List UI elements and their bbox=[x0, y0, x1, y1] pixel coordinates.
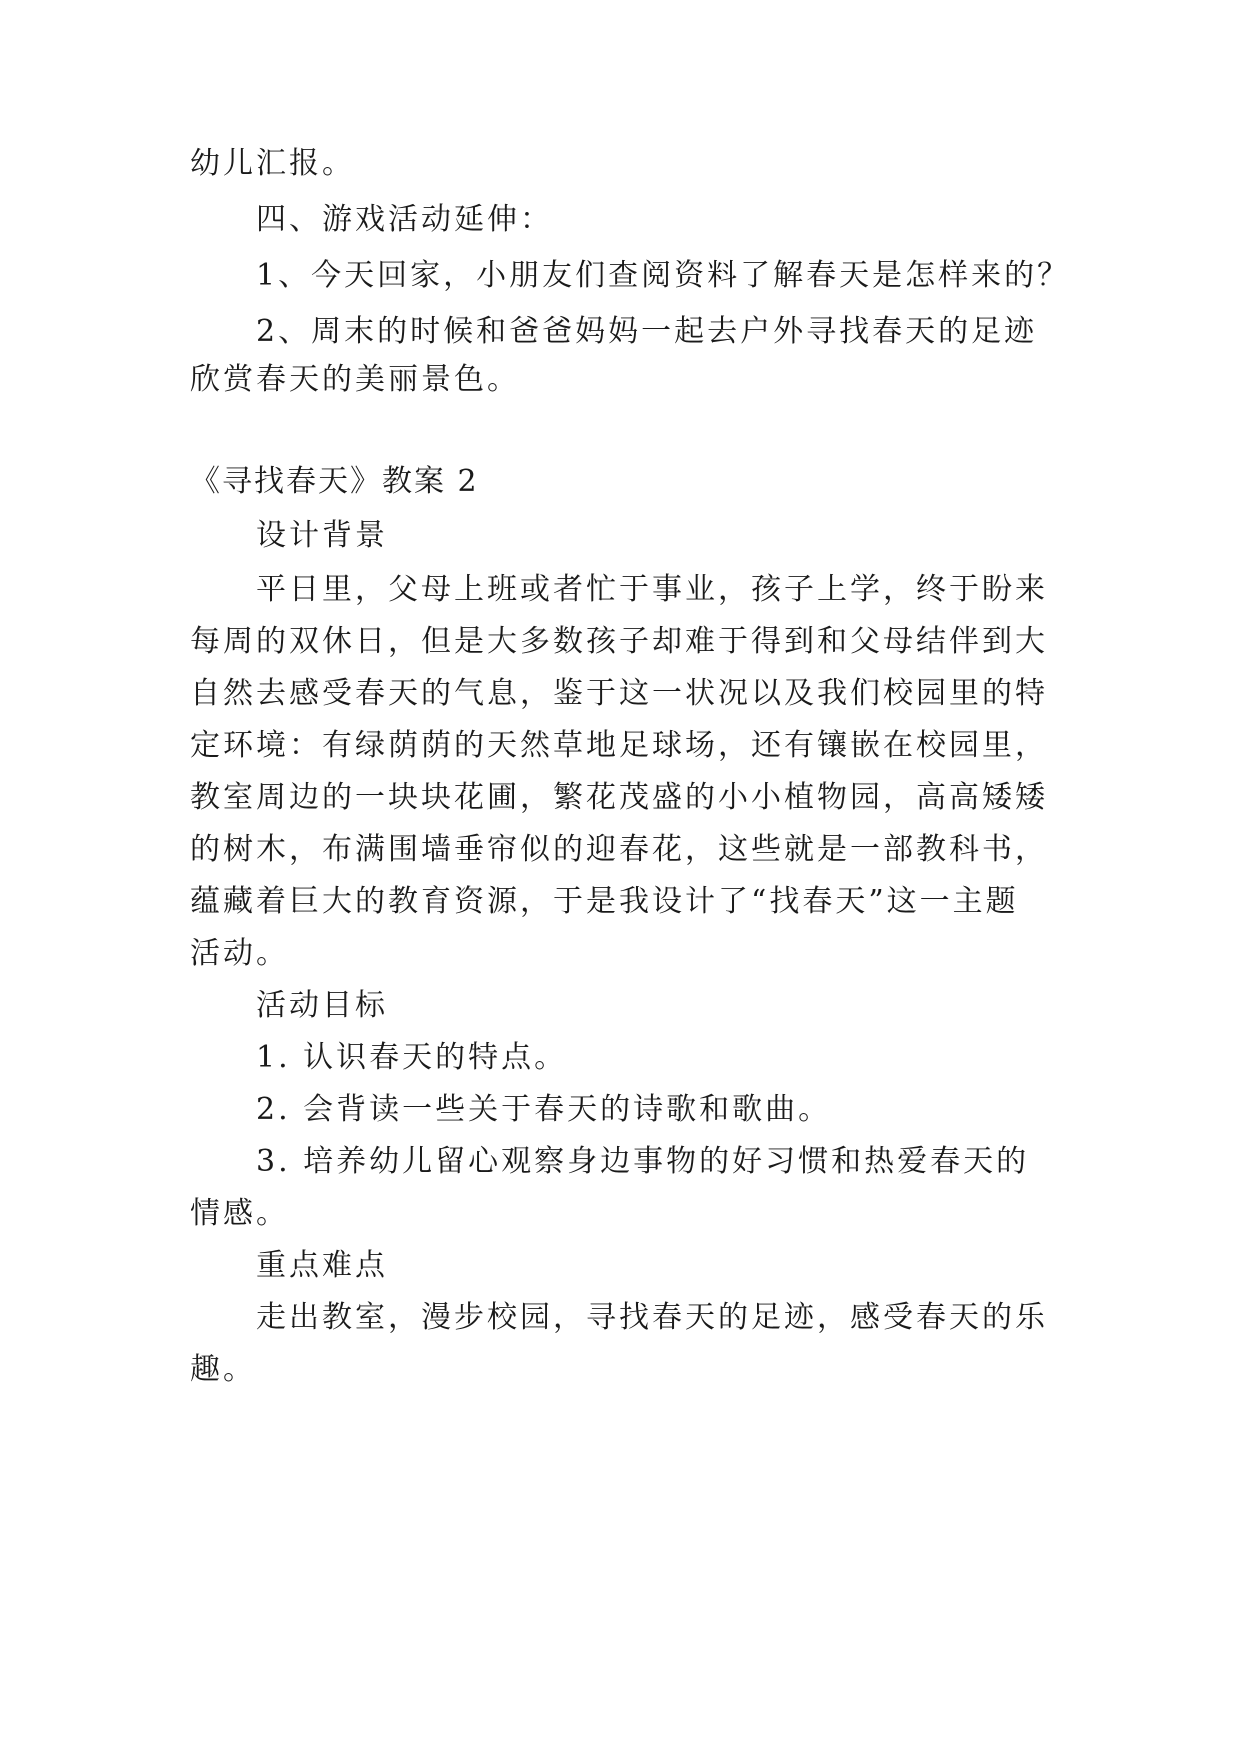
section-heading: 活动目标 bbox=[256, 988, 388, 1023]
section-heading: 设计背景 bbox=[256, 518, 388, 553]
section-heading: 重点难点 bbox=[256, 1248, 388, 1283]
paragraph-line: 每周的双休日，但是大多数孩子却难于得到和父母结伴到大 bbox=[190, 624, 1048, 659]
list-item-continuation: 情感。 bbox=[190, 1196, 289, 1231]
paragraph-line: 自然去感受春天的气息，鉴于这一状况以及我们校园里的特 bbox=[190, 676, 1048, 711]
paragraph-line: 的树木，布满围墙垂帘似的迎春花，这些就是一部教科书， bbox=[190, 832, 1048, 867]
paragraph-line: 定环境：有绿荫荫的天然草地足球场，还有镶嵌在校园里， bbox=[190, 728, 1048, 763]
text-line: 欣赏春天的美丽景色。 bbox=[190, 362, 520, 397]
list-item: 2、周末的时候和爸爸妈妈一起去户外寻找春天的足迹 bbox=[256, 314, 1038, 349]
paragraph-line: 教室周边的一块块花圃，繁花茂盛的小小植物园，高高矮矮 bbox=[190, 780, 1048, 815]
paragraph-line: 蕴藏着巨大的教育资源，于是我设计了“找春天”这一主题 bbox=[190, 884, 1019, 919]
list-item: 1. 认识春天的特点。 bbox=[256, 1040, 568, 1075]
section-heading: 四、游戏活动延伸： bbox=[256, 202, 553, 237]
document-title: 《寻找春天》教案 2 bbox=[190, 464, 479, 499]
paragraph-line: 趣。 bbox=[190, 1352, 256, 1387]
paragraph-line: 平日里，父母上班或者忙于事业，孩子上学，终于盼来 bbox=[256, 572, 1048, 607]
paragraph-line: 活动。 bbox=[190, 936, 289, 971]
text-line: 幼儿汇报。 bbox=[190, 146, 355, 181]
list-item: 3. 培养幼儿留心观察身边事物的好习惯和热爱春天的 bbox=[256, 1144, 1030, 1179]
list-item: 1、今天回家，小朋友们查阅资料了解春天是怎样来的？ bbox=[256, 258, 1071, 293]
paragraph-line: 走出教室，漫步校园，寻找春天的足迹，感受春天的乐 bbox=[256, 1300, 1048, 1335]
list-item: 2. 会背读一些关于春天的诗歌和歌曲。 bbox=[256, 1092, 832, 1127]
